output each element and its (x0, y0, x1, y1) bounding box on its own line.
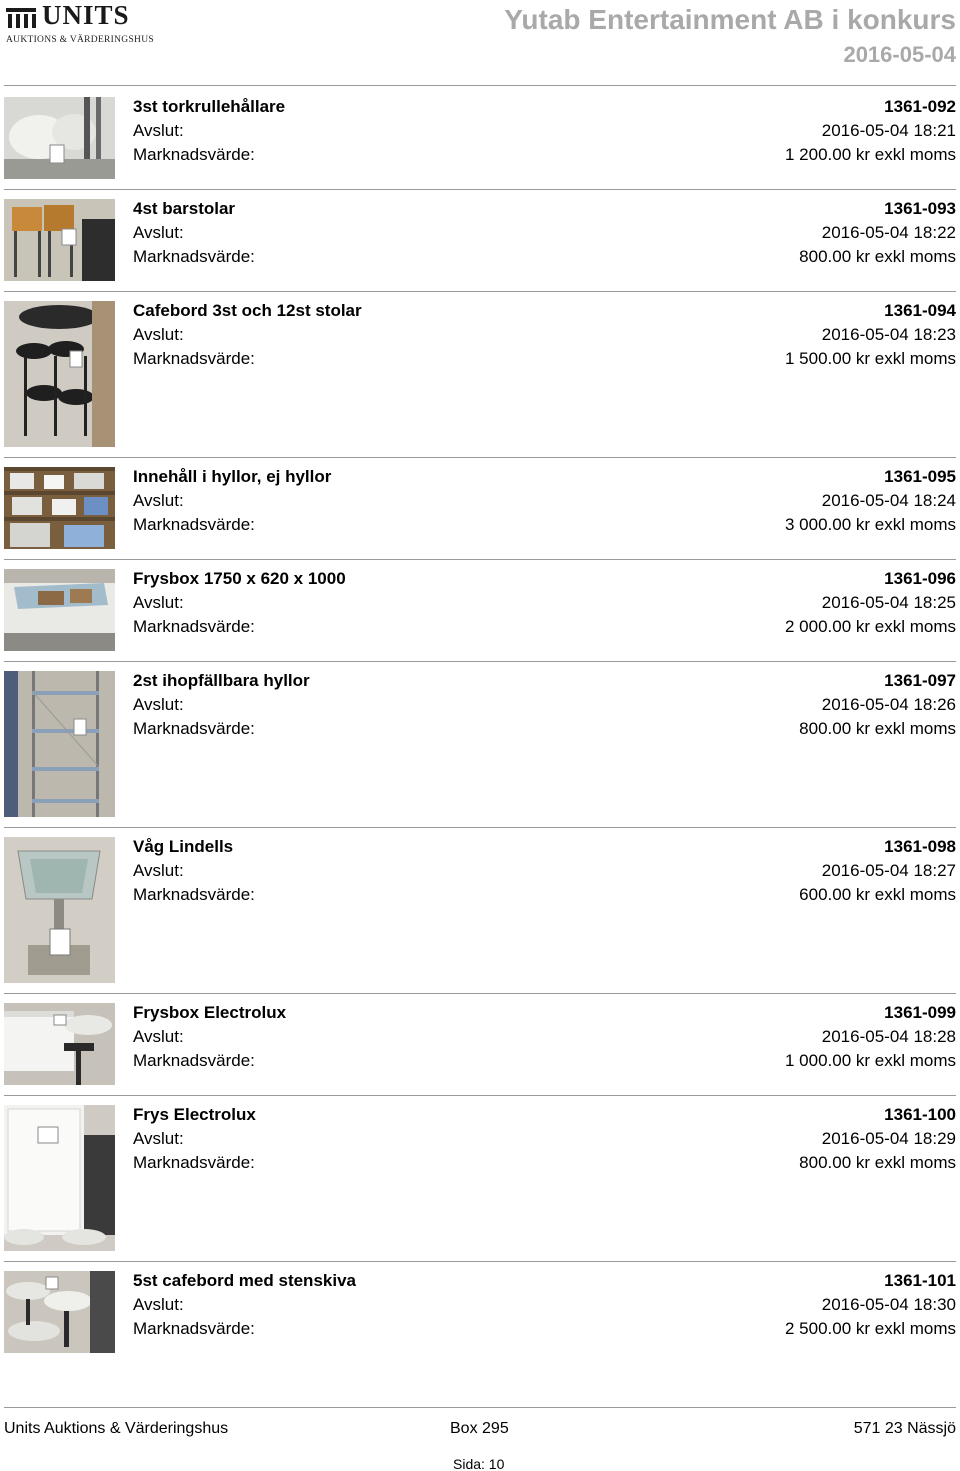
market-value-label: Marknadsvärde: (133, 515, 255, 534)
auction-item (0, 661, 960, 827)
item-divider (4, 1261, 956, 1262)
item-photo (4, 671, 115, 817)
market-value-label: Marknadsvärde: (133, 1153, 255, 1172)
auction-item (0, 559, 960, 661)
item-number: 1361-098 (884, 837, 956, 856)
logo-subtitle: AUKTIONS & VÄRDERINGSHUS (6, 35, 154, 45)
logo-wordmark: UNITS (42, 0, 130, 30)
end-label: Avslut: (133, 491, 184, 510)
item-number: 1361-101 (884, 1271, 956, 1290)
end-time: 2016-05-04 18:22 (821, 223, 956, 242)
end-time: 2016-05-04 18:26 (821, 695, 956, 714)
market-value: 2 500.00 kr exkl moms (784, 1319, 956, 1338)
end-time: 2016-05-04 18:28 (821, 1027, 956, 1046)
end-label: Avslut: (133, 1027, 184, 1046)
item-number: 1361-097 (884, 671, 956, 690)
end-label: Avslut: (133, 223, 184, 242)
market-value-label: Marknadsvärde: (133, 617, 255, 636)
item-divider (4, 291, 956, 292)
header-divider (4, 85, 956, 86)
item-number: 1361-096 (884, 569, 956, 588)
item-name: Frysbox Electrolux (133, 1003, 287, 1022)
market-value-label: Marknadsvärde: (133, 1319, 255, 1338)
end-label: Avslut: (133, 1129, 184, 1148)
market-value-label: Marknadsvärde: (133, 145, 255, 164)
market-value-label: Marknadsvärde: (133, 247, 255, 266)
end-label: Avslut: (133, 1295, 184, 1314)
item-divider (4, 457, 956, 458)
item-photo (4, 1271, 115, 1353)
end-label: Avslut: (133, 121, 184, 140)
footer-company: Units Auktions & Värderingshus (4, 1420, 229, 1437)
item-photo (4, 97, 115, 179)
auction-item (0, 87, 960, 189)
end-time: 2016-05-04 18:25 (821, 593, 956, 612)
market-value: 2 000.00 kr exkl moms (784, 617, 956, 636)
page-header (0, 0, 960, 86)
hammer-logo-icon (4, 4, 38, 30)
item-photo (4, 1003, 115, 1085)
market-value-label: Marknadsvärde: (133, 1051, 255, 1070)
page-number: Sida: 10 (453, 1456, 505, 1471)
auction-item (0, 457, 960, 559)
item-name: Cafebord 3st och 12st stolar (133, 301, 362, 320)
market-value: 800.00 kr exkl moms (799, 719, 956, 738)
item-name: 5st cafebord med stenskiva (133, 1271, 356, 1290)
item-divider (4, 661, 956, 662)
item-name: 4st barstolar (133, 199, 236, 218)
item-photo (4, 837, 115, 983)
market-value: 1 000.00 kr exkl moms (784, 1051, 956, 1070)
auction-item (0, 291, 960, 457)
market-value: 1 500.00 kr exkl moms (784, 349, 956, 368)
item-photo (4, 199, 115, 281)
item-number: 1361-093 (884, 199, 956, 218)
item-number: 1361-095 (884, 467, 956, 486)
auction-item (0, 993, 960, 1095)
market-value: 1 200.00 kr exkl moms (784, 145, 956, 164)
end-time: 2016-05-04 18:23 (821, 325, 956, 344)
document-date: 2016-05-04 (843, 42, 956, 67)
units-logo (4, 2, 164, 46)
item-name: Våg Lindells (133, 837, 234, 856)
item-divider (4, 1095, 956, 1096)
market-value: 3 000.00 kr exkl moms (784, 515, 956, 534)
market-value: 800.00 kr exkl moms (799, 247, 956, 266)
item-name: Frysbox 1750 x 620 x 1000 (133, 569, 346, 588)
market-value-label: Marknadsvärde: (133, 885, 255, 904)
item-number: 1361-094 (884, 301, 956, 320)
end-label: Avslut: (133, 695, 184, 714)
end-time: 2016-05-04 18:29 (821, 1129, 956, 1148)
item-divider (4, 993, 956, 994)
item-number: 1361-099 (884, 1003, 956, 1022)
end-time: 2016-05-04 18:30 (821, 1295, 956, 1314)
item-name: 3st torkrullehållare (133, 97, 286, 116)
document-title: Yutab Entertainment AB i konkurs (504, 4, 956, 35)
end-time: 2016-05-04 18:24 (821, 491, 956, 510)
footer-address: 571 23 Nässjö (853, 1420, 956, 1437)
footer-box: Box 295 (450, 1420, 509, 1437)
footer-divider (4, 1407, 956, 1408)
item-name: Innehåll i hyllor, ej hyllor (133, 467, 332, 486)
item-number: 1361-092 (884, 97, 956, 116)
auction-item (0, 827, 960, 993)
item-number: 1361-100 (884, 1105, 956, 1124)
auction-item (0, 1261, 960, 1363)
end-time: 2016-05-04 18:21 (821, 121, 956, 140)
item-divider (4, 559, 956, 560)
market-value: 800.00 kr exkl moms (799, 1153, 956, 1172)
item-photo (4, 301, 115, 447)
end-label: Avslut: (133, 861, 184, 880)
item-divider (4, 189, 956, 190)
item-photo (4, 1105, 115, 1251)
item-photo (4, 569, 115, 651)
item-name: Frys Electrolux (133, 1105, 256, 1124)
auction-item (0, 189, 960, 291)
item-divider (4, 827, 956, 828)
end-time: 2016-05-04 18:27 (821, 861, 956, 880)
item-photo (4, 467, 115, 549)
market-value-label: Marknadsvärde: (133, 349, 255, 368)
end-label: Avslut: (133, 593, 184, 612)
market-value: 600.00 kr exkl moms (799, 885, 956, 904)
auction-item (0, 1095, 960, 1261)
market-value-label: Marknadsvärde: (133, 719, 255, 738)
item-name: 2st ihopfällbara hyllor (133, 671, 310, 690)
end-label: Avslut: (133, 325, 184, 344)
